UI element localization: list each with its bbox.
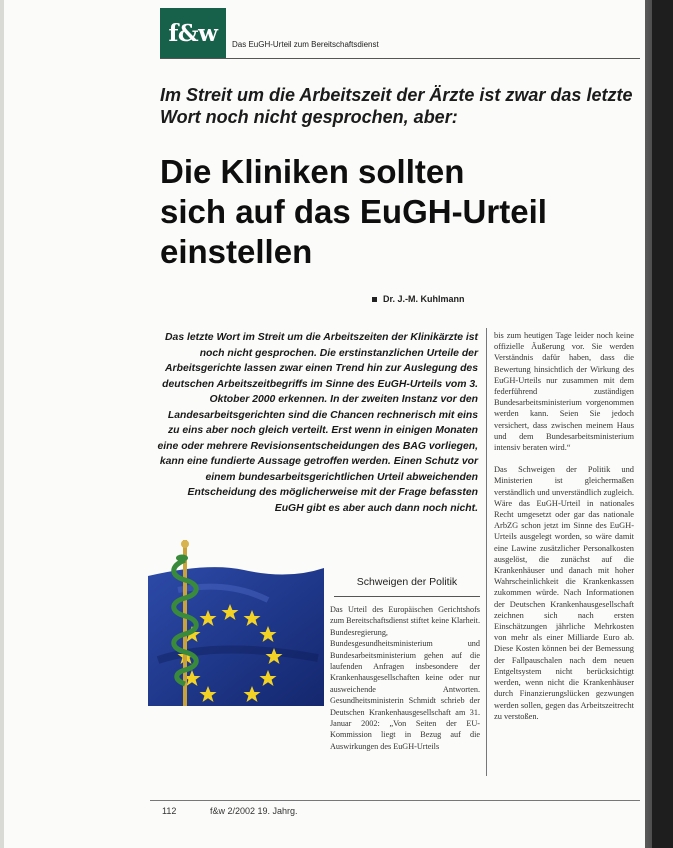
section-divider <box>334 596 480 597</box>
right-column-paragraph: bis zum heutigen Tage leider noch keine offizielle Äußerung vor. Sie werden Verständnis dafür haben, dass die Bewertung hinsichtlich der Wirkung des EuGH-Urteils nur zusammen mit dem federführend zuständigen Bundesarbeitsministerium vorgenommen werden kann. Seien Sie jedoch versichert, dass zwischen meinem Haus und dem Bundesarbeitsministerium intensiv beraten wird.“ <box>494 331 634 453</box>
header-divider <box>160 58 640 59</box>
section-heading: Schweigen der Politik <box>356 576 458 588</box>
author-byline <box>372 294 465 304</box>
article-kicker: Im Streit um die Arbeitszeit der Ärzte ist zwar das letzte Wort noch nicht gesprochen, aber: <box>160 85 633 127</box>
running-title: Das EuGH-Urteil zum Bereitschaftsdienst <box>232 40 379 49</box>
middle-column-text: Das Urteil des Europäischen Gerichtshofs zum Bereitschaftsdienst stiftet keine Klarheit. Bundesregierung, Bundesgesundheitsministerium und Bundesarbeitsministerium gehen auf die laufenden Anfragen insbesondere der Krankenhausgesellschaften keine oder nur ausweichende Antworten. Gesundheitsministerin Schmidt schrieb der Deutschen Krankenhausgesellschaft am 31. Januar 2002: „Von Seiten der EU-Kommission liegt in Bezug auf die Auswirkungen des EuGH-Urteils <box>330 605 480 751</box>
page-edge-left <box>0 0 4 848</box>
right-column <box>494 330 634 733</box>
logo-text: f&w <box>168 19 218 47</box>
eu-flag-emblem <box>148 540 324 706</box>
middle-column <box>330 604 480 752</box>
right-column-paragraph: Das Schweigen der Politik und Ministerien ist gleichermaßen verständlich und unverständlich zugleich. Wäre das EuGH-Urteil in nationales Recht umgesetzt oder gar das nationale ArbZG schon jetzt im Sinne des EuGH-Urteils ausgelegt worden, so wäre damit eine Lawine zusätzlicher Personalkosten ausgelöst, die zunächst auf die Krankenhäuser und danach mit hoher Wahrscheinlichkeit die Krankenkassen zukommen würde. Nach Informationen der Deutschen Krankenhausgesellschaft zeichnen sich nach ersten Einschätzungen jährliche Mehrkosten von mehr als einer Milliarde Euro ab. Diese Kosten können bei der Bemessung der Fallpauschalen nach dem neuen Entgeltsystem nicht berücksichtigt werden, wenn nicht die Krankenhäuser durch Finanzierungslücken gezwungen werden sollen, gegen das Arbeitszeitrecht zu verstoßen. <box>494 465 634 721</box>
lead-paragraph <box>156 330 478 516</box>
headline-line: sich auf das EuGH-Urteil <box>160 193 547 230</box>
issue-info: f&w 2/2002 19. Jahrg. <box>210 806 298 816</box>
column-divider <box>486 328 487 776</box>
page-number: 112 <box>162 806 177 816</box>
author-name: Dr. J.-M. Kuhlmann <box>383 294 465 304</box>
headline-line: Die Kliniken sollten <box>160 153 465 190</box>
bullet-icon <box>372 297 377 302</box>
fw-logo <box>160 8 226 58</box>
scan-shadow <box>652 0 673 848</box>
headline-line: einstellen <box>160 233 313 270</box>
footer-divider <box>150 800 640 801</box>
lead-text: Das letzte Wort im Streit um die Arbeitszeiten der Klinikärzte ist noch nicht gesprochen. Die erstinstanzlichen Urteile der Arbeitsgerichte lassen zwar einen Trend hin zur Auslegung des deutschen Arbeitszeitbegriffs im Sinne des EuGH-Urteils vom 3. Oktober 2000 erkennen. In der zweiten Instanz vor den Landesarbeitsgerichten sind die Chancen rechnerisch mit eins zu eins aber noch gleich verteilt. Erst wenn in einigen Monaten eine oder mehrere Revisionsentscheidungen des BAG vorliegen, kann eine fundierte Aussage getroffen werden. Einen Schutz vor einem bundesarbeitsgerichtlichen Urteil abweichenden Entscheidung des möglicherweise mit der Frage befassten EuGH gibt es aber auch dann noch nicht. <box>157 332 478 514</box>
article-headline <box>160 152 640 272</box>
